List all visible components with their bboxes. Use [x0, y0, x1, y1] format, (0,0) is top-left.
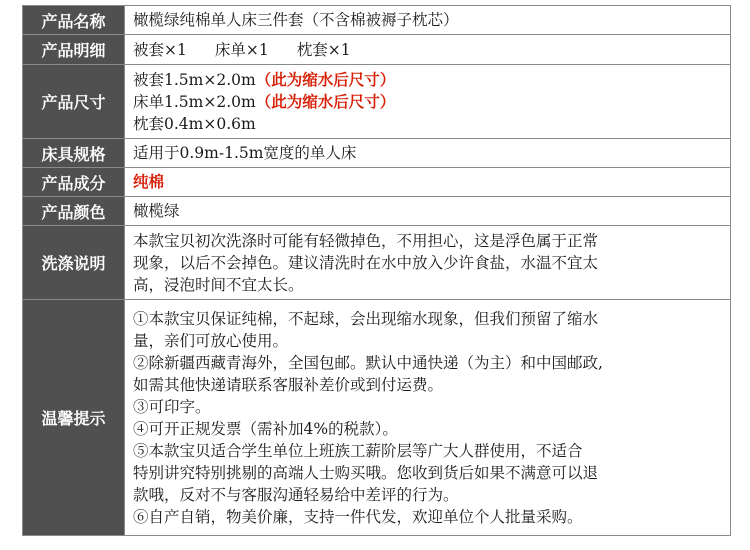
tip-line: ③可印字。 — [133, 397, 211, 416]
value-tips — [125, 300, 731, 536]
label-product-details: 产品明细 — [23, 35, 125, 65]
row-wash-instructions — [23, 226, 731, 300]
row-product-name — [23, 6, 731, 35]
label-product-name: 产品名称 — [23, 6, 125, 35]
label-wash-instructions: 洗涤说明 — [23, 226, 125, 300]
value-material: 纯棉 — [125, 168, 731, 197]
tip-line: 特别讲究特别挑剔的高端人士购买哦。您收到货后如果不满意可以退 — [133, 463, 599, 482]
value-product-details — [125, 35, 731, 65]
value-color: 橄榄绿 — [125, 197, 731, 226]
size-line-pillowcase: 枕套0.4m×0.6m — [133, 114, 256, 133]
value-wash-instructions — [125, 226, 731, 300]
value-product-name: 橄榄绿纯棉单人床三件套（不含棉被褥子枕芯） — [125, 6, 731, 35]
detail-item-pillowcase: 枕套×1 — [296, 40, 351, 59]
tip-line: ①本款宝贝保证纯棉，不起球，会出现缩水现象，但我们预留了缩水 — [133, 309, 599, 328]
value-product-size — [125, 65, 731, 139]
tip-line: 量，亲们可放心使用。 — [133, 331, 289, 350]
product-spec-table — [22, 5, 731, 536]
wash-line: 本款宝贝初次洗涤时可能有轻微掉色，不用担心，这是浮色属于正常 — [133, 231, 599, 250]
wash-line: 高，浸泡时间不宜太长。 — [133, 275, 304, 294]
row-material — [23, 168, 731, 197]
detail-item-bed-sheet: 床单×1 — [214, 40, 269, 59]
row-color — [23, 197, 731, 226]
tip-line: 款哦，反对不与客服沟通轻易给中差评的行为。 — [133, 485, 459, 504]
tip-line: ⑥自产自销，物美价廉，支持一件代发，欢迎单位个人批量采购。 — [133, 507, 583, 526]
detail-item-duvet-cover: 被套×1 — [133, 40, 187, 59]
label-material: 产品成分 — [23, 168, 125, 197]
tip-line: ④可开正规发票（需补加4%的税款）。 — [133, 419, 398, 438]
row-bed-spec — [23, 139, 731, 168]
size-line-duvet: 被套1.5m×2.0m（此为缩水后尺寸） — [133, 69, 396, 89]
value-bed-spec: 适用于0.9m-1.5m宽度的单人床 — [125, 139, 731, 168]
wash-line: 现象，以后不会掉色。建议清洗时在水中放入少许食盐，水温不宜太 — [133, 253, 599, 272]
row-product-size — [23, 65, 731, 139]
label-product-size: 产品尺寸 — [23, 65, 125, 139]
size-note: （此为缩水后尺寸） — [255, 69, 396, 89]
label-color: 产品颜色 — [23, 197, 125, 226]
tip-line: ②除新疆西藏青海外，全国包邮。默认中通快递（为主）和中国邮政, — [133, 353, 603, 372]
size-line-sheet: 床单1.5m×2.0m（此为缩水后尺寸） — [133, 91, 396, 111]
row-tips — [23, 300, 731, 536]
tip-line: 如需其他快递请联系客服补差价或到付运费。 — [133, 375, 444, 394]
label-bed-spec: 床具规格 — [23, 139, 125, 168]
label-tips: 温馨提示 — [23, 300, 125, 536]
size-note: （此为缩水后尺寸） — [255, 91, 396, 111]
row-product-details — [23, 35, 731, 65]
tip-line: ⑤本款宝贝适合学生单位上班族工薪阶层等广大人群使用，不适合 — [133, 441, 583, 460]
